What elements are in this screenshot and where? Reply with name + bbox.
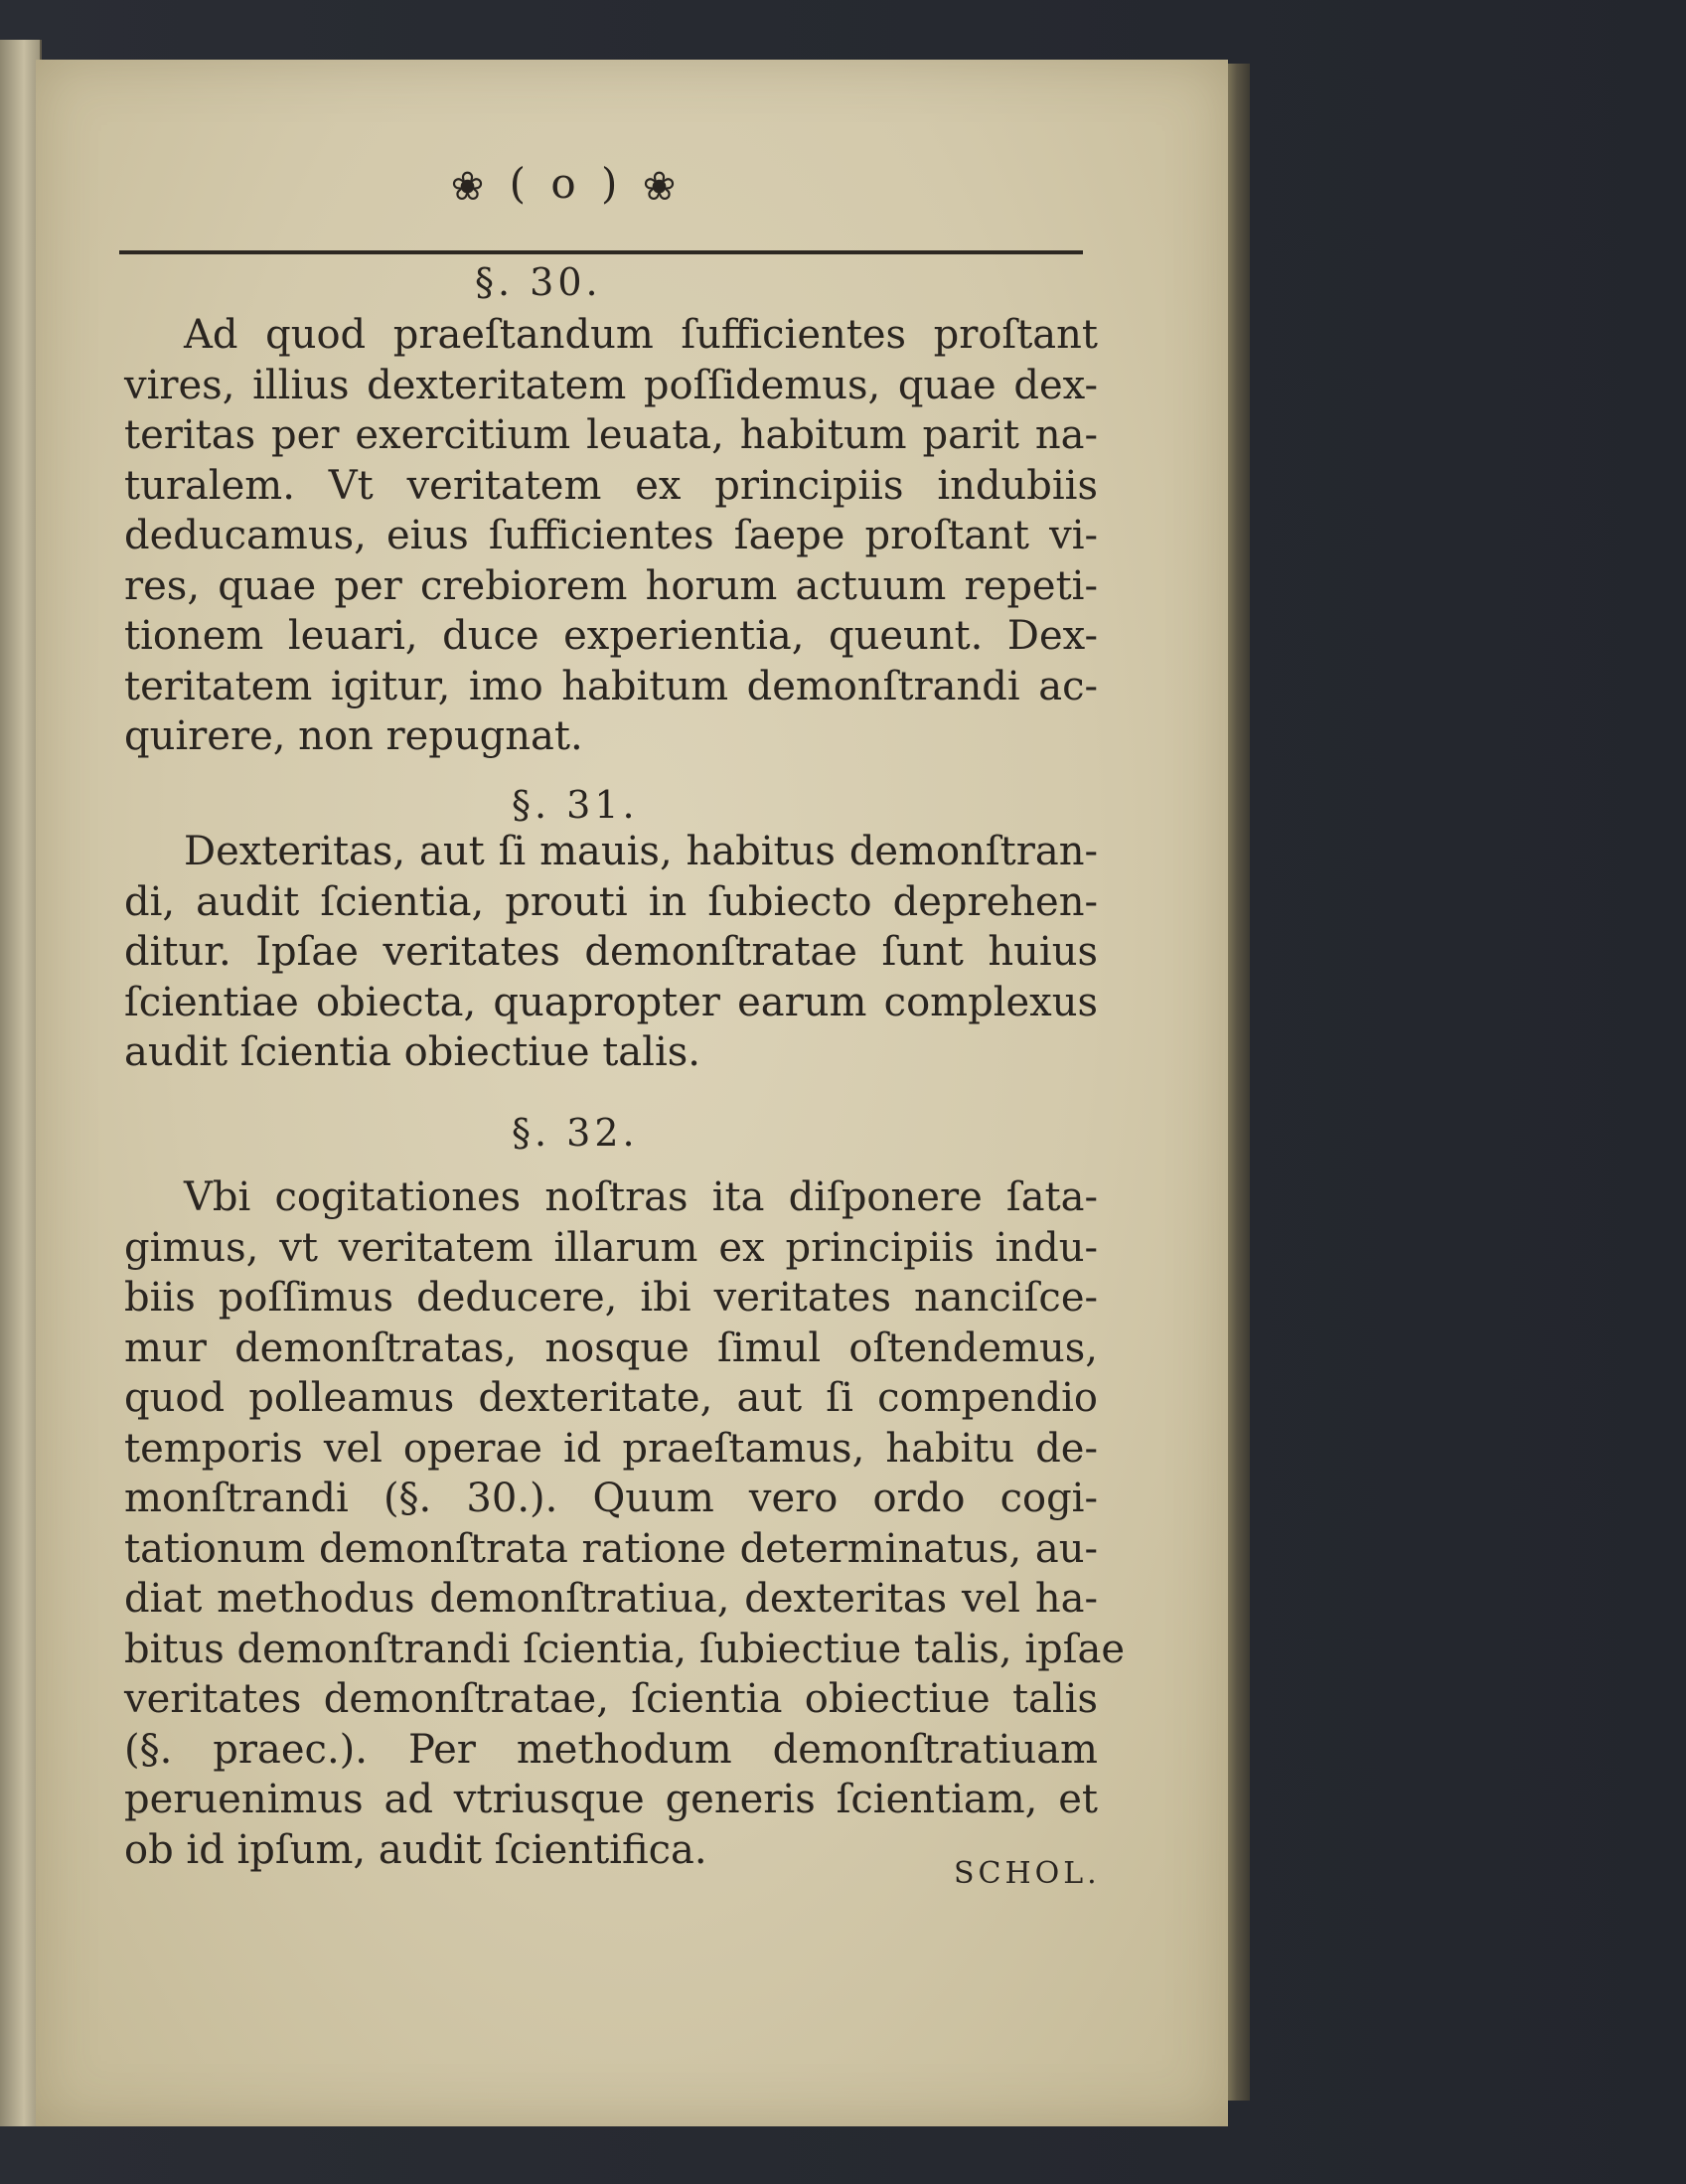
text-line: vires, illius dexteritatem poſſidemus, quae dex- [124, 362, 1098, 408]
text-line: monſtrandi (§. 30.). Quum vero ordo cogi- [124, 1476, 1098, 1521]
text-line: biis poſſimus deducere, ibi veritates nanciſce- [124, 1275, 1098, 1321]
text-line: Dexteritas, aut ſi mauis, habitus demonſtran- [184, 829, 1098, 874]
text-line: veritates demonſtratae, ſcientia obiectiue talis [124, 1676, 1098, 1722]
text-line: res, quae per crebiorem horum actuum repeti- [124, 562, 1098, 609]
text-line: peruenimus ad vtriusque generis ſcientiam, et [124, 1777, 1098, 1822]
text-line: quirere, non repugnat. [124, 713, 583, 759]
text-line: Ad quod praeſtandum ſufficientes proſtant [184, 312, 1098, 358]
text-line: (§. praec.). Per methodum demonſtratiuam [124, 1726, 1098, 1773]
text-line: diat methodus demonſtratiua, dexteritas vel ha- [124, 1576, 1098, 1622]
page-stack-edge [1228, 64, 1250, 2101]
text-line: bitus demonſtrandi ſcientia, ſubiectiue talis, ipſae [124, 1626, 1126, 1672]
text-line: teritatem igitur, imo habitum demonſtrandi ac- [124, 663, 1098, 709]
paragraph-32 [124, 1172, 1126, 1875]
paragraph-30 [124, 310, 1098, 762]
text-line: mur demonſtratas, nosque ſimul oſtendemus, [124, 1325, 1098, 1371]
text-line: deducamus, eius ſufficientes ſaepe proſtant vi- [124, 513, 1098, 558]
text-line: di, audit ſcientia, prouti in ſubiecto deprehen- [124, 878, 1098, 925]
header-rule [119, 250, 1083, 254]
page-marker: ( o ) [509, 159, 624, 208]
text-line: Vbi cogitationes noſtras ita diſponere ſata- [184, 1174, 1098, 1220]
catchword: SCHOL. [954, 1856, 1101, 1891]
text-line: audit ſcientia obiectiue talis. [124, 1029, 700, 1075]
text-line: turalem. Vt veritatem ex principiis indubiis [124, 462, 1098, 509]
text-line: tationum demonſtrata ratione determinatus, au- [124, 1525, 1098, 1572]
text-line: temporis vel operae id praeſtamus, habitu de- [124, 1425, 1098, 1472]
text-line: gimus, vt veritatem illarum ex principiis indu- [124, 1224, 1098, 1271]
text-line: teritas per exercitium leuata, habitum parit na- [124, 412, 1098, 458]
section-heading-31: §. 31. [512, 783, 639, 827]
text-line: quod polleamus dexteritate, aut ſi compendio [124, 1375, 1098, 1421]
text-line: ob id ipſum, audit ſcientifica. [124, 1826, 707, 1873]
paragraph-31 [124, 827, 1098, 1078]
section-heading-30: §. 30. [475, 260, 602, 304]
right-ornament-icon: ❀ [642, 164, 683, 210]
text-line: ditur. Ipſae veritates demonſtratae ſunt huius [124, 929, 1098, 975]
section-heading-32: §. 32. [512, 1111, 639, 1155]
text-line: tionem leuari, duce experientia, queunt. Dex- [124, 613, 1098, 659]
text-line: ſcientiae obiecta, quapropter earum complexus [124, 979, 1098, 1025]
left-ornament-icon: ❀ [450, 164, 491, 210]
running-head [328, 159, 805, 210]
